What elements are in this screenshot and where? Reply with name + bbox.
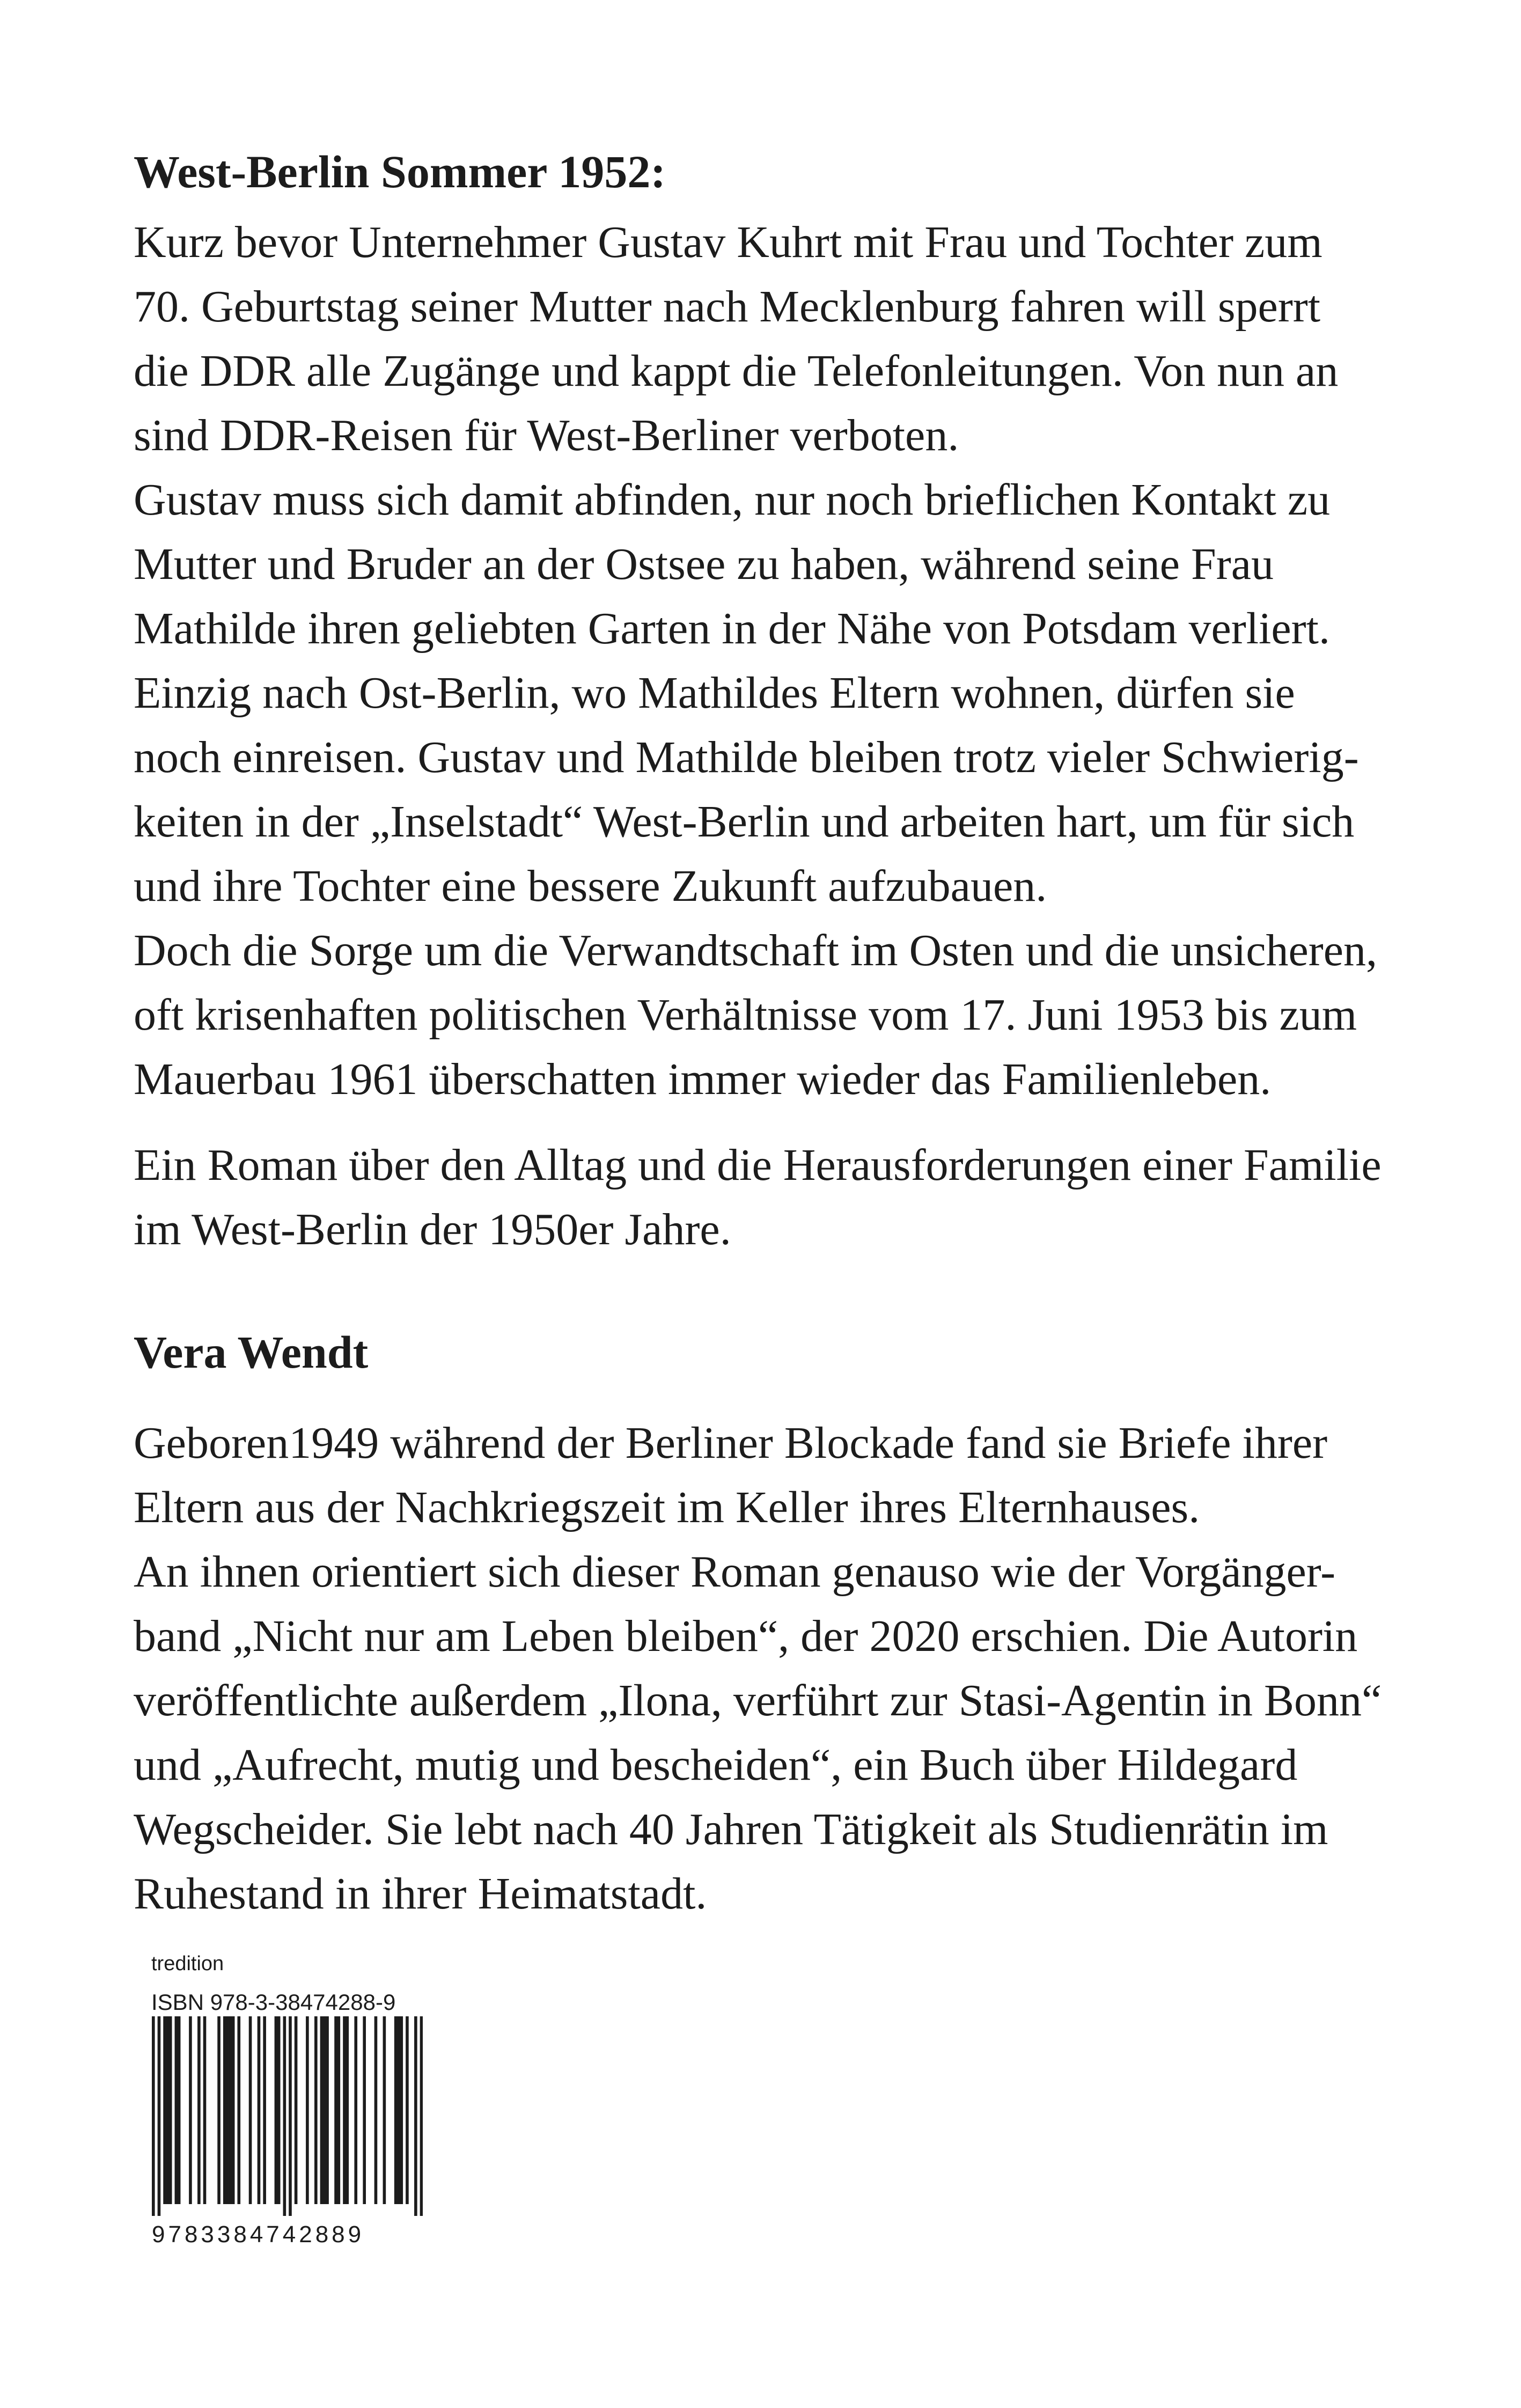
text-line: Kurz bevor Unternehmer Gustav Kuhrt mit Frau und Tochter zum	[134, 217, 1322, 267]
barcode-bar	[166, 2016, 170, 2204]
barcode-bar	[178, 2016, 181, 2204]
text-line: veröffentlichte außerdem „Ilona, verführt zur Stasi-Agentin in Bonn“	[134, 1676, 1382, 1726]
publisher-name: tredition	[151, 1952, 224, 1975]
text-line: An ihnen orientiert sich dieser Roman genauso wie der Vorgänger-	[134, 1547, 1336, 1597]
paragraph-spacer	[134, 1112, 1389, 1133]
barcode-bar	[397, 2016, 400, 2204]
text-line: die DDR alle Zugänge und kappt die Telefonleitungen. Von nun an	[134, 346, 1339, 396]
text-line: Wegscheider. Sie lebt nach 40 Jahren Tätigkeit als Studienrätin im	[134, 1804, 1328, 1854]
barcode-bar	[326, 2016, 329, 2204]
barcode-bar	[420, 2016, 423, 2216]
text-line: Doch die Sorge um die Verwandtschaft im Osten und die unsicheren,	[134, 926, 1378, 975]
barcode-bar	[323, 2016, 326, 2204]
barcode-bar	[229, 2016, 232, 2204]
barcode-bar	[406, 2016, 409, 2204]
barcode-bar	[400, 2016, 403, 2204]
text-line: Eltern aus der Nachkriegszeit im Keller ihres Elternhauses.	[134, 1482, 1200, 1532]
section-spacer	[134, 1262, 1389, 1325]
text-line: keiten in der „Inselstadt“ West-Berlin und arbeiten hart, um für sich	[134, 797, 1355, 847]
author-bio	[134, 1411, 1389, 1926]
text-line: sind DDR-Reisen für West-Berliner verboten.	[134, 410, 959, 460]
barcode-bar	[277, 2016, 281, 2204]
text-line: Ruhestand in ihrer Heimatstadt.	[134, 1869, 707, 1919]
text-line: Einzig nach Ost-Berlin, wo Mathildes Eltern wohnen, dürfen sie	[134, 668, 1295, 718]
text-line: 70. Geburtstag seiner Mutter nach Mecklenburg fahren will sperrt	[134, 282, 1321, 332]
barcode-bar	[414, 2016, 417, 2216]
text-line: noch einreisen. Gustav und Mathilde bleiben trotz vieler Schwierig-	[134, 732, 1359, 782]
barcode-bar	[343, 2016, 346, 2204]
barcode-bar	[314, 2016, 318, 2204]
barcode-bar	[289, 2016, 292, 2216]
barcode-bar	[374, 2016, 378, 2204]
cover-text	[134, 145, 1389, 1926]
barcode-bar	[306, 2016, 309, 2204]
barcode-bar	[275, 2016, 278, 2204]
text-line: und ihre Tochter eine bessere Zukunft aufzubauen.	[134, 861, 1047, 911]
barcode-bar	[197, 2016, 201, 2204]
text-line: Mauerbau 1961 überschatten immer wieder das Familienleben.	[134, 1054, 1272, 1104]
barcode-bar	[175, 2016, 178, 2204]
barcode-bars	[152, 2016, 423, 2216]
barcode-bar	[152, 2016, 155, 2216]
text-line: im West-Berlin der 1950er Jahre.	[134, 1205, 731, 1254]
blurb-heading: West-Berlin Sommer 1952:	[134, 146, 666, 197]
barcode-bar	[283, 2016, 286, 2216]
barcode-bar	[258, 2016, 261, 2204]
text-line: Geboren1949 während der Berliner Blockade fand sie Briefe ihrer	[134, 1418, 1328, 1468]
barcode-bar	[223, 2016, 226, 2204]
isbn-barcode	[152, 2016, 423, 2216]
blurb-paragraph-1	[134, 210, 1389, 1112]
barcode-bar	[394, 2016, 398, 2204]
barcode-bar	[189, 2016, 192, 2204]
imprint	[151, 1951, 395, 2016]
barcode-bar	[237, 2016, 240, 2204]
barcode-bar	[363, 2016, 366, 2204]
barcode-digits: 9783384742889	[152, 2221, 365, 2248]
barcode-bar	[354, 2016, 357, 2204]
barcode-bar	[163, 2016, 166, 2204]
barcode-bar	[346, 2016, 349, 2204]
text-line: Mathilde ihren geliebten Garten in der Nähe von Potsdam verliert.	[134, 604, 1330, 654]
blurb-paragraph-2	[134, 1133, 1389, 1262]
barcode-bar	[226, 2016, 229, 2204]
barcode-bar	[158, 2016, 161, 2216]
barcode-bar	[217, 2016, 221, 2204]
barcode-bar	[337, 2016, 341, 2204]
text-line: Mutter und Bruder an der Ostsee zu haben, während seine Frau	[134, 539, 1274, 589]
text-line: oft krisenhaften politischen Verhältnisse vom 17. Juni 1953 bis zum	[134, 990, 1357, 1040]
barcode-bar	[334, 2016, 337, 2204]
barcode-bar	[169, 2016, 172, 2204]
barcode-bar	[320, 2016, 324, 2204]
barcode-bar	[232, 2016, 235, 2204]
barcode-bar	[203, 2016, 207, 2204]
isbn-label: ISBN 978-3-38474288-9	[151, 1989, 396, 2015]
barcode-bar	[383, 2016, 386, 2204]
text-line: und „Aufrecht, mutig und bescheiden“, ein Buch über Hildegard	[134, 1740, 1298, 1790]
barcode-bar	[263, 2016, 266, 2204]
barcode-bar	[295, 2016, 298, 2204]
author-name: Vera Wendt	[134, 1326, 369, 1378]
text-line: Gustav muss sich damit abfinden, nur noch brieflichen Kontakt zu	[134, 475, 1331, 525]
text-line: Ein Roman über den Alltag und die Herausforderungen einer Familie	[134, 1140, 1382, 1190]
text-line: band „Nicht nur am Leben bleiben“, der 2020 erschien. Die Autorin	[134, 1611, 1358, 1661]
barcode-bar	[249, 2016, 252, 2204]
